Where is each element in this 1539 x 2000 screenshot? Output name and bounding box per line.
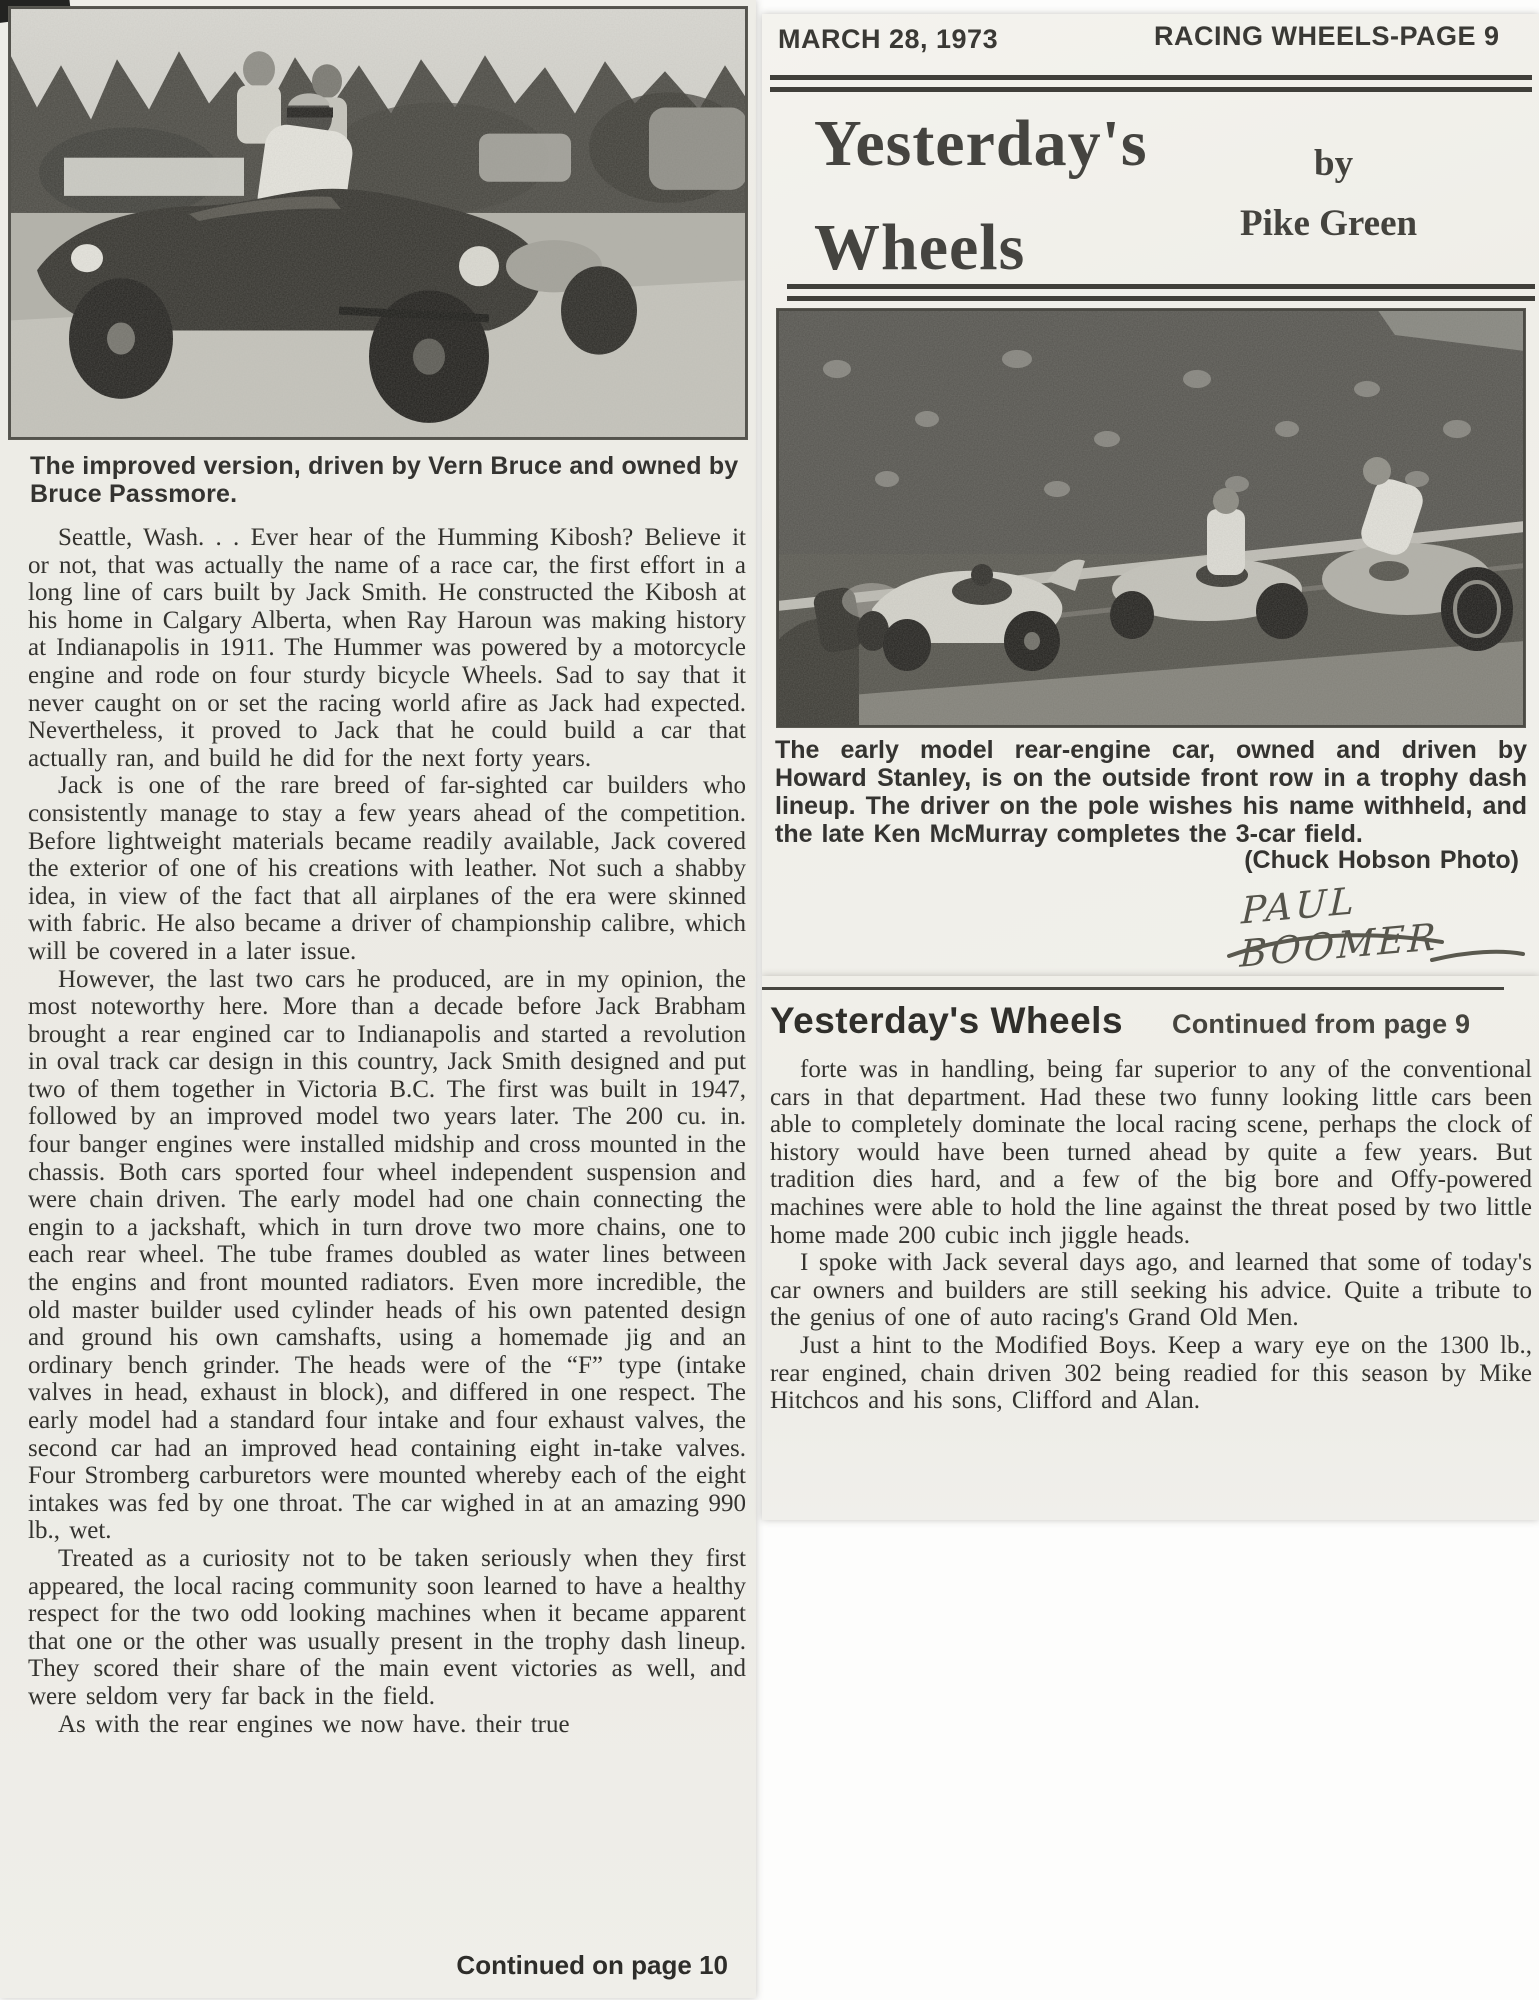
continued-from-note: Continued from page 9 xyxy=(1172,1009,1471,1039)
article-paragraph: Jack is one of the rare breed of far-sighted car builders who consistently manage to stay a few years ahead of the competition. Before lightweight materials became readily available, Jack covered the exterior of one of his creations with leather. Not such a shabby idea, in view of the fact that all airplanes of the era were skinned with fabric. He also became a driver of championship calibre, which will be covered in a later issue. xyxy=(28,772,746,965)
right-photo-caption-text: The early model rear-engine car, owned and driven by Howard Stanley, is on the outside front row in a trophy dash lineup. The driver on the pole wishes his name withheld, and the late Ken McMurray completes the 3-car field. xyxy=(775,736,1527,848)
article-paragraph: Seattle, Wash. . . Ever hear of the Humming Kibosh? Believe it or not, that was actually the name of a race car, the first effort in a long line of cars built by Jack Smith. He constructed the Kibosh at his home in Calgary Alberta, when Ray Haroun was making history at Indianapolis in 1911. The Hummer was powered by a motorcycle engine and rode on four sturdy bicycle Wheels. Sad to say that it never caught on or set the racing world afire as Jack had expected. Nevertheless, it proved to Jack that he could build a car that actually ran, and build he did for the next forty years. xyxy=(28,524,746,772)
byline-name: Pike Green xyxy=(1240,203,1418,244)
continued-on-note: Continued on page 10 xyxy=(456,1950,728,1980)
article-paragraph: Just a hint to the Modified Boys. Keep a wary eye on the 1300 lb., rear engined, chain driven 302 being readied for this season by Mike Hitchcos and his sons, Clifford and Alan. xyxy=(770,1331,1532,1415)
continuation-clipping xyxy=(762,976,1539,1520)
handwritten-signature: PAUL BOOMER xyxy=(1239,879,1440,976)
continuation-body xyxy=(770,1056,1532,1415)
left-article-body xyxy=(28,524,746,1738)
left-photo-caption: The improved version, driven by Vern Bruce and owned by Bruce Passmore. xyxy=(30,452,739,508)
continuation-heading: Yesterday's Wheels xyxy=(770,1000,1124,1041)
left-photo-illustration xyxy=(9,7,747,439)
signature-underline xyxy=(1217,922,1537,968)
byline-by: by xyxy=(1314,143,1354,184)
page-header: RACING WHEELS-PAGE 9 xyxy=(1154,21,1500,51)
thin-rule xyxy=(762,987,1504,990)
right-photo-caption xyxy=(775,736,1527,874)
double-rule-under-headline xyxy=(787,284,1535,301)
article-paragraph: Treated as a curiosity not to be taken seriously when they first appeared, the local racing community soon learned to have a healthy respect for the two odd looking machines when it became apparent that one or the other was usually present in the trophy dash lineup. They scored their share of the main event victories as well, and were seldom very far back in the field. xyxy=(28,1544,746,1710)
article-paragraph: forte was in handling, being far superior to any of the conventional cars in that department. Had these two funny looking little cars been able to completely dominate the local racing scene, perhaps the clock of history would have been turned ahead by quite a few years. But tradition dies hard, and a few of the big bore and Offy-powered machines were able to hold the line against the threat posed by two little home made 200 cubic inch jiggle heads. xyxy=(770,1056,1532,1249)
photo-credit: (Chuck Hobson Photo) xyxy=(1244,846,1519,874)
left-article-clipping xyxy=(0,0,756,1998)
right-photo-illustration xyxy=(777,309,1525,727)
left-photo xyxy=(8,6,748,440)
article-paragraph: I spoke with Jack several days ago, and learned that some of today's car owners and builders are still seeking his advice. Quite a tribute to the genius of one of auto racing's Grand Old Men. xyxy=(770,1249,1532,1332)
right-page9-clipping xyxy=(762,14,1539,976)
article-paragraph: However, the last two cars he produced, are in my opinion, the most noteworthy here. More than a decade before Jack Brabham brought a rear engined car to Indianapolis and started a revolution in oval track car design in this country, Jack Smith designed and put two of them together in Victoria B.C. The first was built in 1947, followed by an improved model two years later. The 200 cu. in. four banger engines were installed midship and cross mounted in the chassis. Both cars sported four wheel independent suspension and were chain driven. The early model had one chain connecting the engin to a jackshaft, which in turn drove two more chains, one to each rear wheel. The tube frames doubled as water lines between the engins and front mounted radiators. Even more incredible, the old master builder used cylinder heads of his own patented design and ground his own camshafts, using a homemade jig and an ordinary bench grinder. The heads were of the “F” type (intake valves in head, exhaust in block), and differed in one respect. The early model had a standard four intake and four exhaust valves, the second car had an improved head containing eight in-take valves. Four Stromberg carburetors were mounted whereby each of the eight intakes was fed by one throat. The car wighed in at an amazing 990 lb., wet. xyxy=(28,965,746,1545)
article-paragraph: As with the rear engines we now have. their true xyxy=(58,1710,570,1738)
right-photo xyxy=(776,308,1526,728)
issue-date: MARCH 28, 1973 xyxy=(778,24,999,54)
headline-line2: Wheels xyxy=(814,211,1026,284)
double-rule-top xyxy=(770,75,1532,92)
headline-line1: Yesterday's xyxy=(814,107,1148,180)
